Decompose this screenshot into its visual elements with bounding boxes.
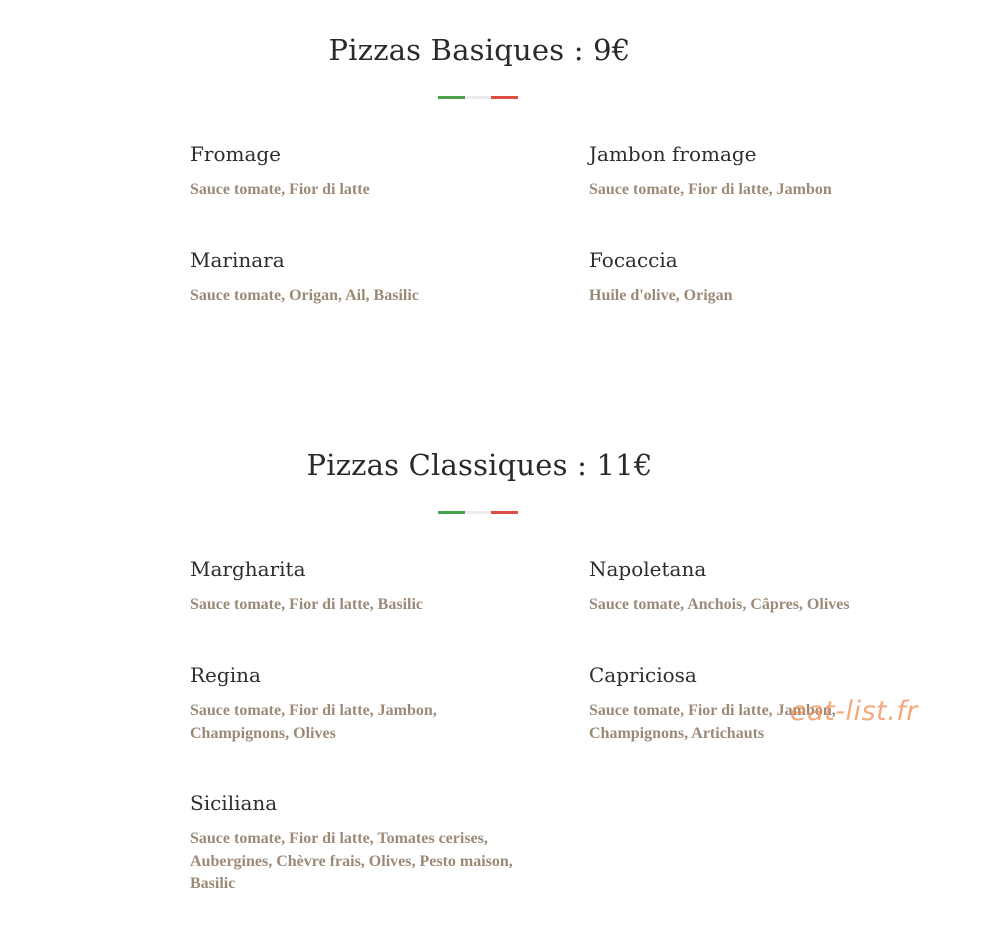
flag-red-stripe	[491, 96, 518, 99]
watermark: eat-list.fr	[790, 696, 918, 727]
menu-item-name: Fromage	[190, 142, 282, 166]
menu-item-name: Capriciosa	[589, 663, 697, 687]
flag-green-stripe	[438, 511, 465, 514]
menu-item-description: Sauce tomate, Fior di latte	[190, 181, 370, 198]
menu-item-marinara	[190, 246, 570, 308]
italian-flag-divider	[438, 96, 518, 99]
italian-flag-divider	[438, 511, 518, 514]
menu-item-siciliana	[190, 789, 560, 896]
flag-red-stripe	[491, 511, 518, 514]
menu-item-name: Regina	[190, 663, 261, 687]
menu-item-regina	[190, 661, 490, 745]
menu-item-description: Sauce tomate, Anchois, Câpres, Olives	[589, 596, 850, 613]
menu-item-description: Sauce tomate, Origan, Ail, Basilic	[190, 287, 419, 304]
section-title: Pizzas Classiques : 11€	[306, 448, 653, 482]
menu-item-description: Sauce tomate, Fior di latte, Tomates cerises, Aubergines, Chèvre frais, Olives, Pesto maison, Basilic	[190, 830, 513, 892]
menu-item-description: Sauce tomate, Fior di latte, Jambon, Champignons, Olives	[190, 702, 437, 742]
menu-item-napoletana	[589, 555, 969, 617]
flag-white-stripe	[465, 511, 492, 514]
menu-item-jambon-fromage	[589, 140, 969, 202]
menu-item-name: Marinara	[190, 248, 285, 272]
menu-item-margharita	[190, 555, 570, 617]
menu-item-name: Margharita	[190, 557, 306, 581]
flag-green-stripe	[438, 96, 465, 99]
menu-item-description: Sauce tomate, Fior di latte, Jambon, Champignons, Artichauts	[589, 702, 836, 742]
menu-item-name: Siciliana	[190, 791, 278, 815]
flag-white-stripe	[465, 96, 492, 99]
menu-item-name: Jambon fromage	[589, 142, 757, 166]
menu-item-focaccia	[589, 246, 969, 308]
section-title: Pizzas Basiques : 9€	[328, 33, 631, 67]
menu-item-name: Focaccia	[589, 248, 678, 272]
menu-item-name: Napoletana	[589, 557, 707, 581]
menu-item-description: Sauce tomate, Fior di latte, Basilic	[190, 596, 423, 613]
menu-item-fromage	[190, 140, 570, 202]
menu-item-description: Sauce tomate, Fior di latte, Jambon	[589, 181, 832, 198]
menu-item-description: Huile d'olive, Origan	[589, 287, 733, 304]
